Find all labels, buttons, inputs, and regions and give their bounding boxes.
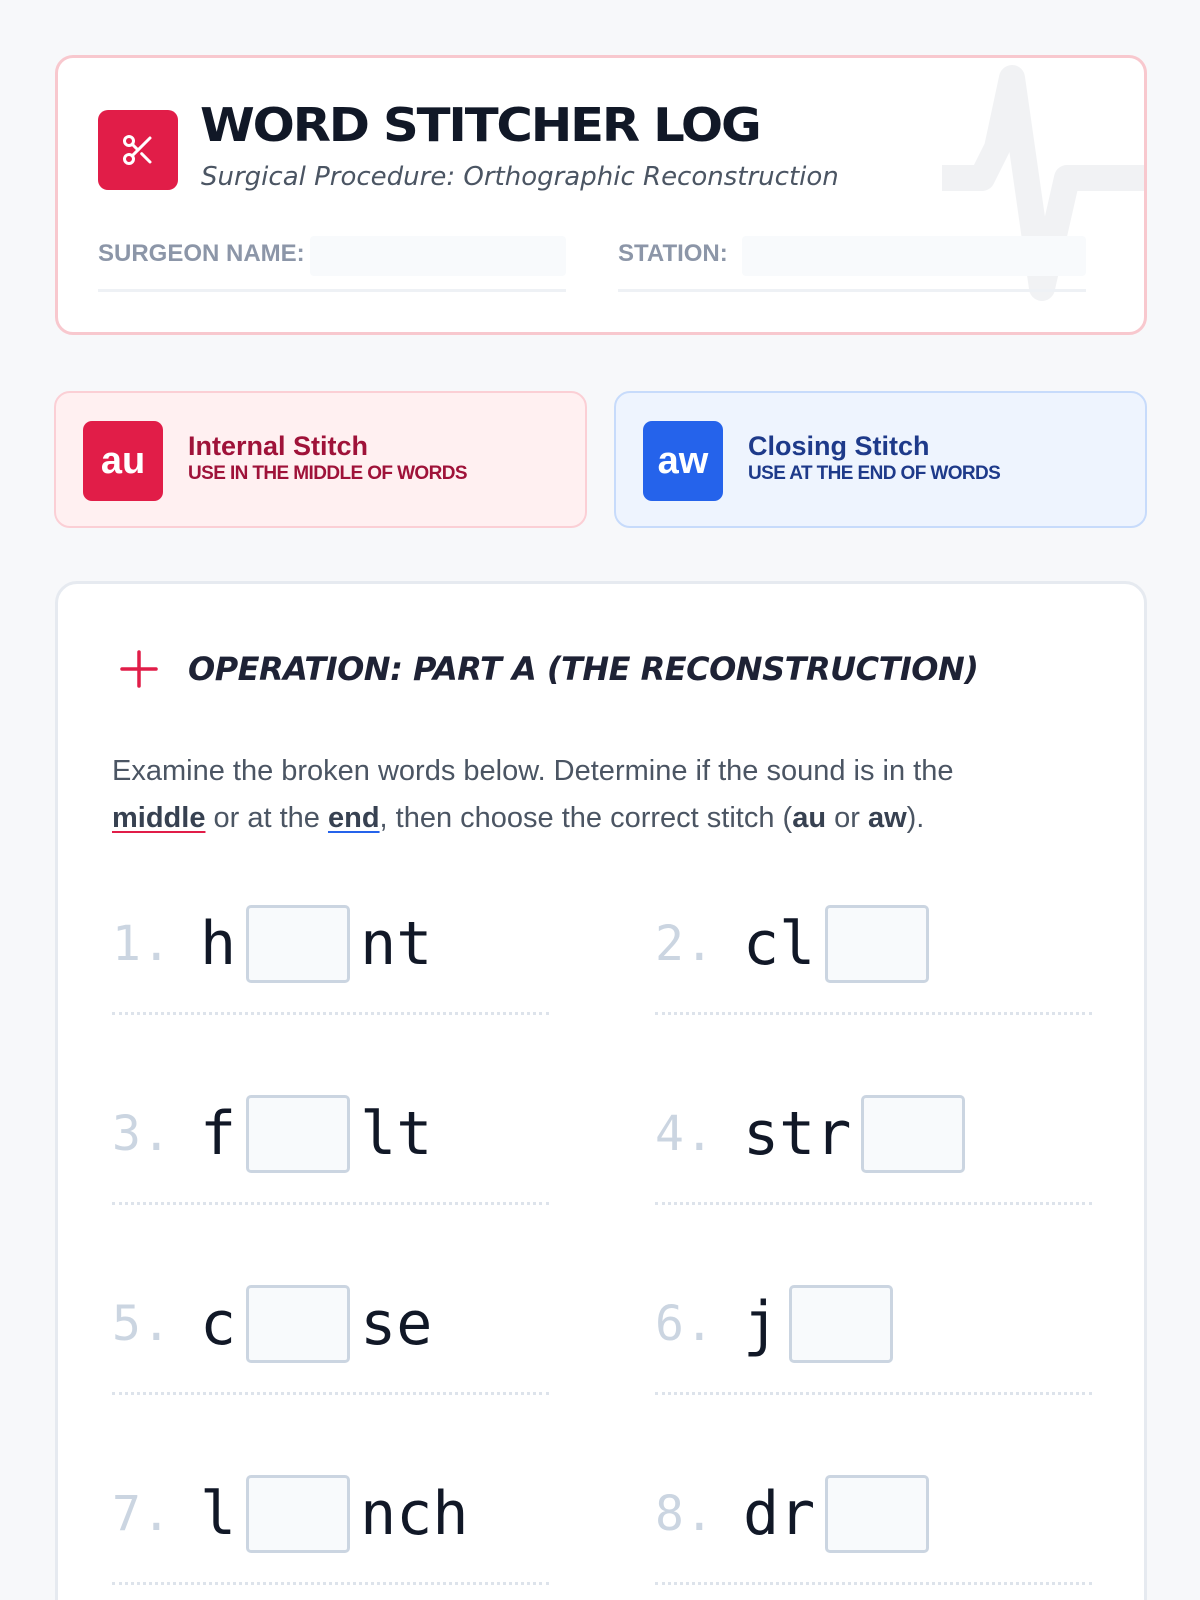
- word-fragment-before: dr: [743, 1479, 816, 1549]
- stitch-answer-box[interactable]: [246, 1285, 350, 1363]
- stitch-answer-box[interactable]: [789, 1285, 893, 1363]
- word-fragment-before: j: [743, 1289, 780, 1359]
- keyword-aw: aw: [867, 802, 907, 834]
- word-item: [655, 1454, 1092, 1600]
- item-number: 3.: [112, 1106, 172, 1162]
- item-number: 1.: [112, 916, 172, 972]
- item-number: 4.: [655, 1106, 715, 1162]
- word-item-row: [655, 1474, 939, 1554]
- operation-instructions: [112, 748, 1072, 842]
- station-input[interactable]: [742, 236, 1086, 276]
- word-item: [112, 1074, 549, 1264]
- operation-header: [118, 644, 978, 694]
- item-number: 2.: [655, 916, 715, 972]
- aw-badge: aw: [643, 421, 723, 501]
- scissors-icon: [120, 132, 156, 168]
- dotted-divider: [655, 1582, 1092, 1585]
- item-number: 6.: [655, 1296, 715, 1352]
- instructions-text: Examine the broken words below. Determine if the sound is in the: [112, 755, 954, 787]
- word-fragment-before: l: [200, 1479, 237, 1549]
- stitch-answer-box[interactable]: [246, 1095, 350, 1173]
- word-item-row: [112, 1094, 432, 1174]
- surgeon-name-label: SURGEON NAME:: [98, 240, 305, 267]
- log-header-card: [55, 55, 1147, 335]
- station-field: [618, 236, 1086, 292]
- word-item-row: [112, 1474, 469, 1554]
- word-items-grid: [112, 884, 1092, 1600]
- instructions-text: ).: [906, 802, 925, 834]
- legend-closing-stitch: [614, 391, 1147, 528]
- word-fragment-before: h: [200, 909, 237, 979]
- word-fragment-before: c: [200, 1289, 237, 1359]
- plus-icon: [118, 648, 160, 690]
- page-subtitle: Surgical Procedure: Orthographic Reconstruction: [201, 162, 839, 192]
- word-item-row: [112, 1284, 432, 1364]
- word-item: [112, 1454, 549, 1600]
- dotted-divider: [112, 1012, 549, 1015]
- dotted-divider: [655, 1392, 1092, 1395]
- stitch-answer-box[interactable]: [825, 905, 929, 983]
- logo-badge: [98, 110, 178, 190]
- keyword-end: end: [327, 802, 380, 834]
- word-fragment-after: nch: [360, 1479, 469, 1549]
- operation-title: OPERATION: PART A (THE RECONSTRUCTION): [188, 650, 979, 688]
- word-item: [112, 884, 549, 1074]
- item-number: 5.: [112, 1296, 172, 1352]
- page-title: WORD STITCHER LOG: [200, 98, 760, 152]
- dotted-divider: [655, 1012, 1092, 1015]
- operation-card: [55, 581, 1147, 1600]
- stitch-answer-box[interactable]: [861, 1095, 965, 1173]
- word-item-row: [655, 1094, 975, 1174]
- word-item: [655, 884, 1092, 1074]
- legend-internal-description: USE IN THE MIDDLE OF WORDS: [188, 463, 467, 484]
- dotted-divider: [112, 1202, 549, 1205]
- word-item: [112, 1264, 549, 1454]
- surgeon-name-field: [98, 236, 566, 292]
- instructions-text: or: [826, 802, 868, 834]
- word-fragment-after: se: [360, 1289, 433, 1359]
- dotted-divider: [655, 1202, 1092, 1205]
- dotted-divider: [112, 1392, 549, 1395]
- legend-closing-description: USE AT THE END OF WORDS: [748, 463, 1001, 484]
- word-fragment-before: str: [743, 1099, 852, 1169]
- legend-closing-title: Closing Stitch: [748, 431, 930, 461]
- au-badge: au: [83, 421, 163, 501]
- dotted-divider: [112, 1582, 549, 1585]
- stitch-answer-box[interactable]: [246, 905, 350, 983]
- word-fragment-before: cl: [743, 909, 816, 979]
- word-item: [655, 1264, 1092, 1454]
- legend-internal-stitch: [54, 391, 587, 528]
- stitch-answer-box[interactable]: [246, 1475, 350, 1553]
- word-fragment-after: lt: [360, 1099, 433, 1169]
- item-number: 8.: [655, 1486, 715, 1542]
- instructions-text: , then choose the correct stitch (: [379, 802, 793, 834]
- word-fragment-after: nt: [360, 909, 433, 979]
- word-item-row: [655, 904, 939, 984]
- word-item-row: [655, 1284, 903, 1364]
- word-fragment-before: f: [200, 1099, 237, 1169]
- word-item: [655, 1074, 1092, 1264]
- item-number: 7.: [112, 1486, 172, 1542]
- stitch-answer-box[interactable]: [825, 1475, 929, 1553]
- word-item-row: [112, 904, 432, 984]
- instructions-text: or at the: [205, 802, 328, 834]
- station-label: STATION:: [618, 240, 728, 267]
- keyword-au: au: [792, 802, 827, 834]
- legend-internal-title: Internal Stitch: [188, 431, 369, 461]
- surgeon-name-input[interactable]: [310, 236, 566, 276]
- keyword-middle: middle: [112, 802, 206, 834]
